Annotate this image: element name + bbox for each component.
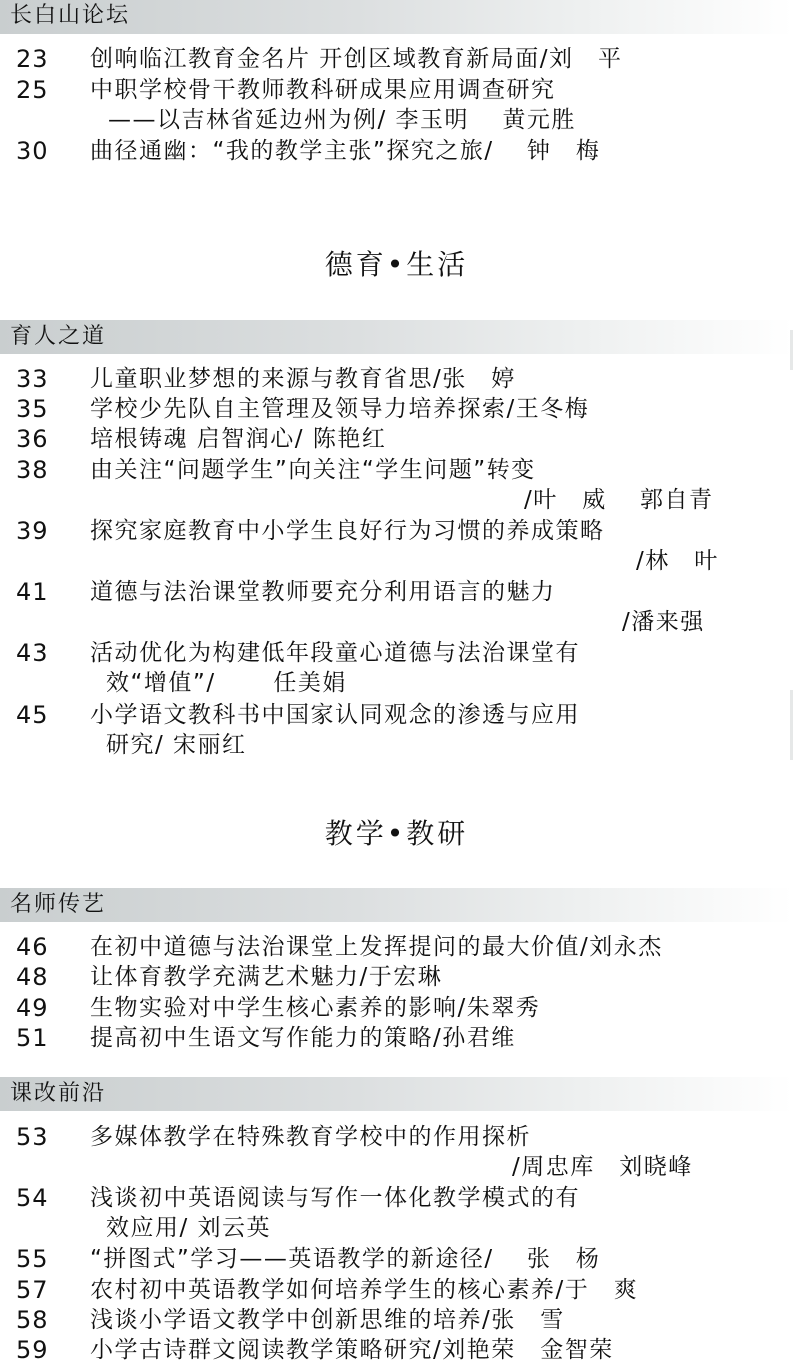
entry-continuation: ——以吉林省延边州为例/ 李玉明 黄元胜 — [108, 107, 576, 133]
entry-title: 在初中道德与法治课堂上发挥提问的最大价值/刘永杰 — [90, 934, 663, 960]
page-number: 54 — [16, 1184, 49, 1212]
entry-continuation: /林 叶 — [636, 548, 719, 574]
page-number: 38 — [16, 456, 49, 484]
section-label: 长白山论坛 — [10, 3, 131, 28]
page-number: 36 — [16, 425, 49, 453]
entry-title: 创响临江教育金名片 开创区域教育新局面/刘 平 — [90, 46, 623, 72]
entry-title: 浅谈小学语文教学中创新思维的培养/张 雪 — [90, 1307, 565, 1333]
entry-title: 小学古诗群文阅读教学策略研究/刘艳荣 金智荣 — [90, 1337, 614, 1363]
page-number: 57 — [16, 1276, 49, 1304]
page-number: 59 — [16, 1336, 49, 1364]
entry-title: 儿童职业梦想的来源与教育省思/张 婷 — [90, 366, 516, 392]
entry-title: 让体育教学充满艺术魅力/于宏琳 — [90, 964, 443, 990]
entry-continuation: 效“增值”/ 任美娟 — [106, 670, 347, 696]
section-band-changbaishan — [0, 0, 793, 34]
entry-title: 探究家庭教育中小学生良好行为习惯的养成策略 — [90, 518, 605, 544]
page-number: 43 — [16, 639, 49, 667]
page-number: 48 — [16, 963, 49, 991]
entry-title: 曲径通幽：“我的教学主张”探究之旅/ 钟 梅 — [90, 138, 601, 164]
entry-continuation: 效应用/ 刘云英 — [106, 1215, 272, 1241]
section-band-yurenzhidao — [0, 320, 793, 354]
page-number: 46 — [16, 933, 49, 961]
entry-title: 培根铸魂 启智润心/ 陈艳红 — [90, 426, 387, 452]
page-number: 41 — [16, 578, 49, 606]
page-number: 25 — [16, 76, 49, 104]
entry-title: 农村初中英语教学如何培养学生的核心素养/于 爽 — [90, 1277, 639, 1303]
entry-title: “拼图式”学习——英语教学的新途径/ 张 杨 — [90, 1246, 601, 1272]
section-band-kegai — [0, 1077, 793, 1111]
entry-title: 学校少先队自主管理及领导力培养探索/王冬梅 — [90, 396, 590, 422]
section-heading-deyu: 德育•生活 — [324, 248, 469, 281]
entry-title: 中职学校骨干教师教科研成果应用调查研究 — [90, 77, 556, 103]
entry-continuation: /叶 威 郭自青 — [524, 487, 714, 513]
page-number: 23 — [16, 45, 49, 73]
section-band-mingshi — [0, 888, 793, 922]
entry-title: 提高初中生语文写作能力的策略/孙君维 — [90, 1025, 516, 1051]
entry-continuation: /潘来强 — [622, 609, 705, 635]
entry-title: 活动优化为构建低年段童心道德与法治课堂有 — [90, 640, 580, 666]
entry-continuation: 研究/ 宋丽红 — [106, 732, 247, 758]
entry-title: 生物实验对中学生核心素养的影响/朱翠秀 — [90, 995, 541, 1021]
page-number: 30 — [16, 137, 49, 165]
entry-title: 道德与法治课堂教师要充分利用语言的魅力 — [90, 579, 556, 605]
section-heading-jiaoxue: 教学•教研 — [324, 817, 469, 850]
page-number: 51 — [16, 1024, 49, 1052]
page-number: 45 — [16, 701, 49, 729]
page-number: 39 — [16, 517, 49, 545]
page-number: 58 — [16, 1306, 49, 1334]
entry-continuation: /周忠库 刘晓峰 — [512, 1154, 693, 1180]
page-number: 33 — [16, 365, 49, 393]
page-number: 53 — [16, 1123, 49, 1151]
section-label: 育人之道 — [10, 324, 107, 349]
entry-title: 多媒体教学在特殊教育学校中的作用探析 — [90, 1124, 531, 1150]
section-label: 课改前沿 — [10, 1081, 107, 1106]
section-label: 名师传艺 — [10, 892, 107, 917]
entry-title: 浅谈初中英语阅读与写作一体化教学模式的有 — [90, 1185, 580, 1211]
entry-title: 由关注“问题学生”向关注“学生问题”转变 — [90, 457, 536, 483]
entry-title: 小学语文教科书中国家认同观念的渗透与应用 — [90, 702, 580, 728]
page-number: 35 — [16, 395, 49, 423]
page-number: 49 — [16, 994, 49, 1022]
page-number: 55 — [16, 1245, 49, 1273]
